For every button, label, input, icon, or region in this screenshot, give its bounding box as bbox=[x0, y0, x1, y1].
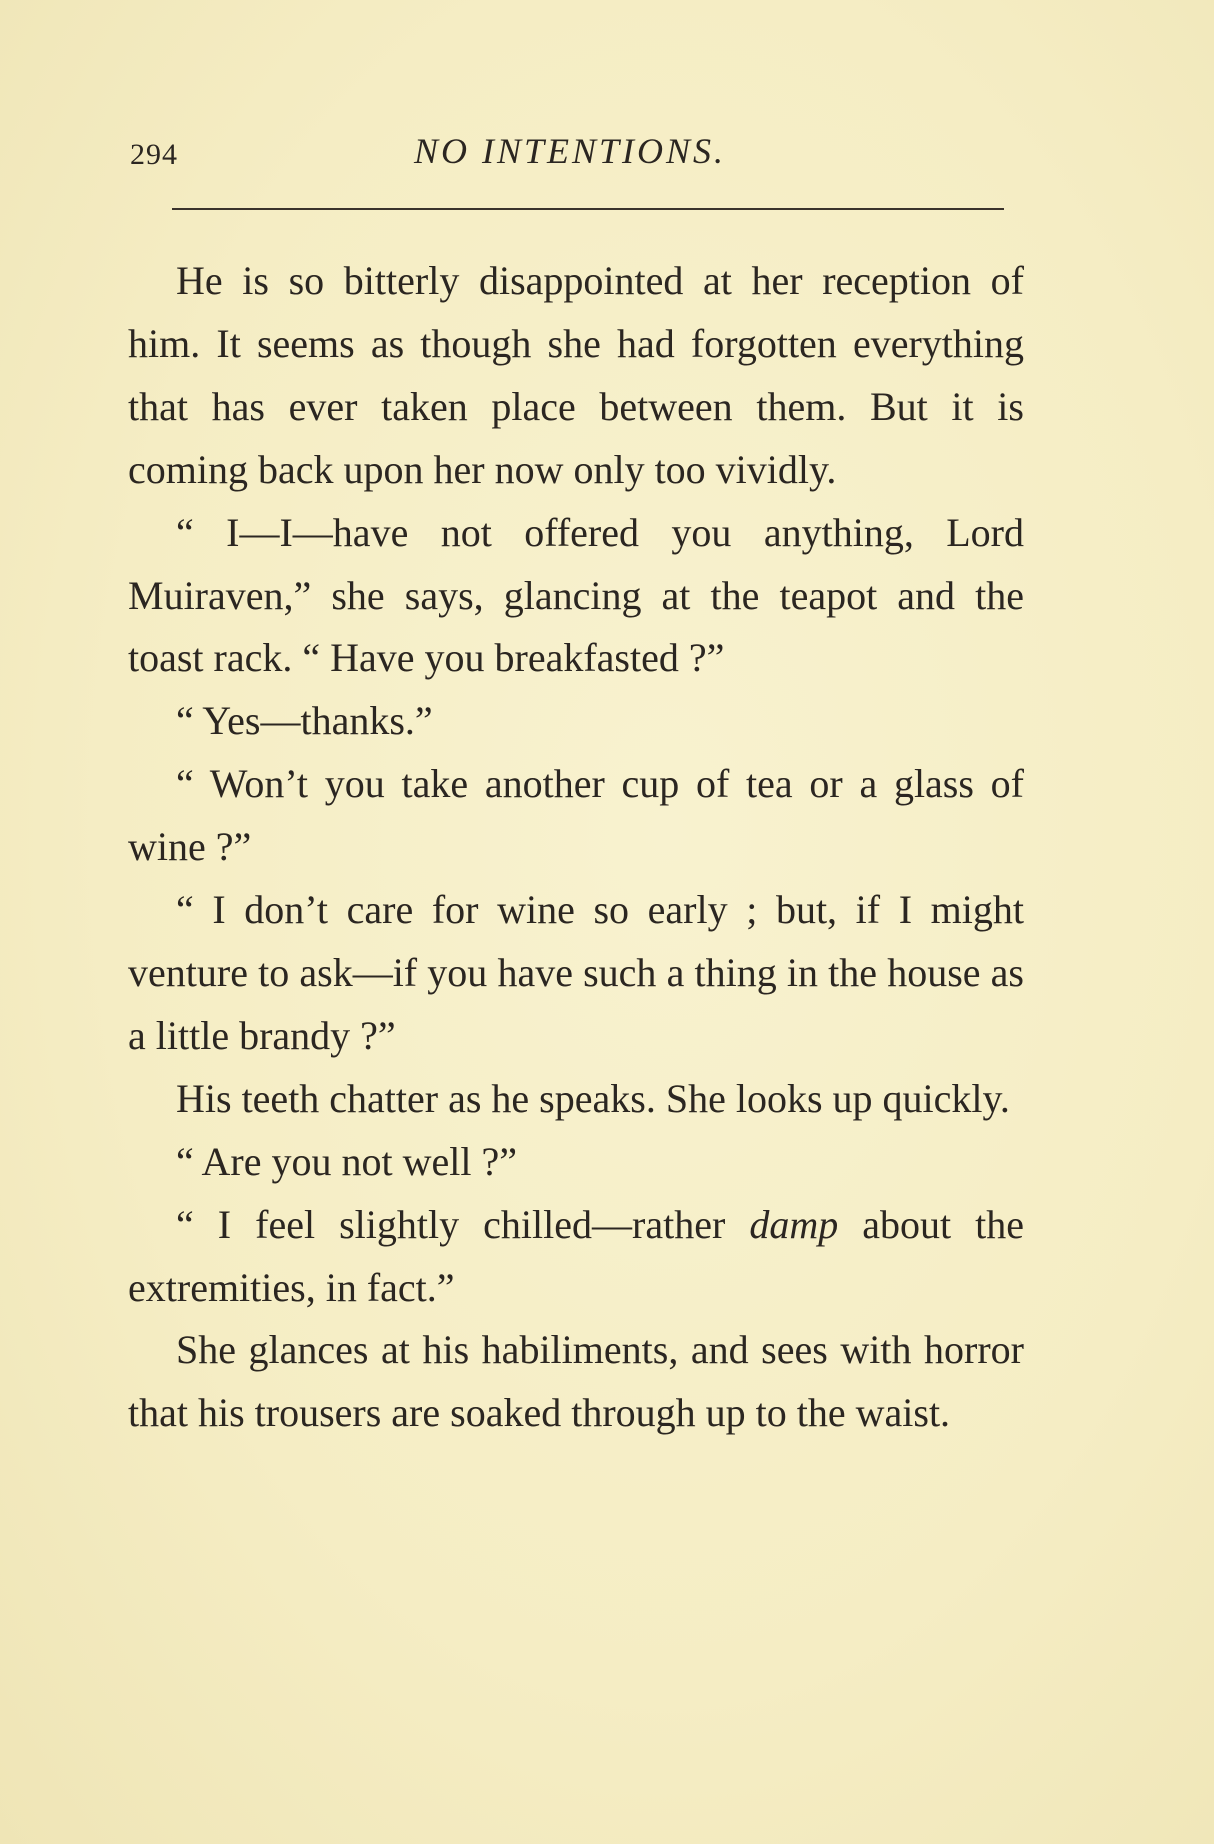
paragraph: “ Yes—thanks.” bbox=[176, 698, 433, 744]
paragraph: “ Won’t you take another cup of tea or a glass of wine ?” bbox=[128, 761, 1024, 870]
running-head bbox=[130, 130, 1010, 180]
paragraph-text: “ I feel slightly chilled—rather bbox=[176, 1201, 750, 1247]
paragraph: She glances at his habiliments, and sees with horror that his trousers are soaked through up to the waist. bbox=[128, 1327, 1024, 1436]
body-text bbox=[128, 250, 1024, 1445]
page-number: 294 bbox=[130, 138, 178, 171]
paragraph: “ Are you not well ?” bbox=[176, 1138, 517, 1184]
emphasized-word: damp bbox=[749, 1201, 839, 1247]
paragraph: He is so bitterly disappointed at her reception of him. It seems as though she had forgotten everything that has ever taken place between them. But it is coming back upon her now only too vividly. bbox=[128, 258, 1024, 492]
paragraph-text: about the extremities, in fact.” bbox=[128, 1201, 1024, 1310]
paragraph: “ I—I—have not offered you anything, Lord Muiraven,” she says, glancing at the teapot and the toast rack. “ Have you breakfasted ?” bbox=[128, 509, 1024, 681]
paragraph: His teeth chatter as he speaks. She looks up quickly. bbox=[176, 1075, 1010, 1121]
header-rule bbox=[172, 208, 1004, 210]
paragraph: “ I don’t care for wine so early ; but, if I might venture to ask—if you have such a thing in the house as a little brandy ?” bbox=[128, 887, 1024, 1058]
paragraph bbox=[128, 1194, 1024, 1320]
running-title: NO INTENTIONS. bbox=[413, 131, 727, 171]
